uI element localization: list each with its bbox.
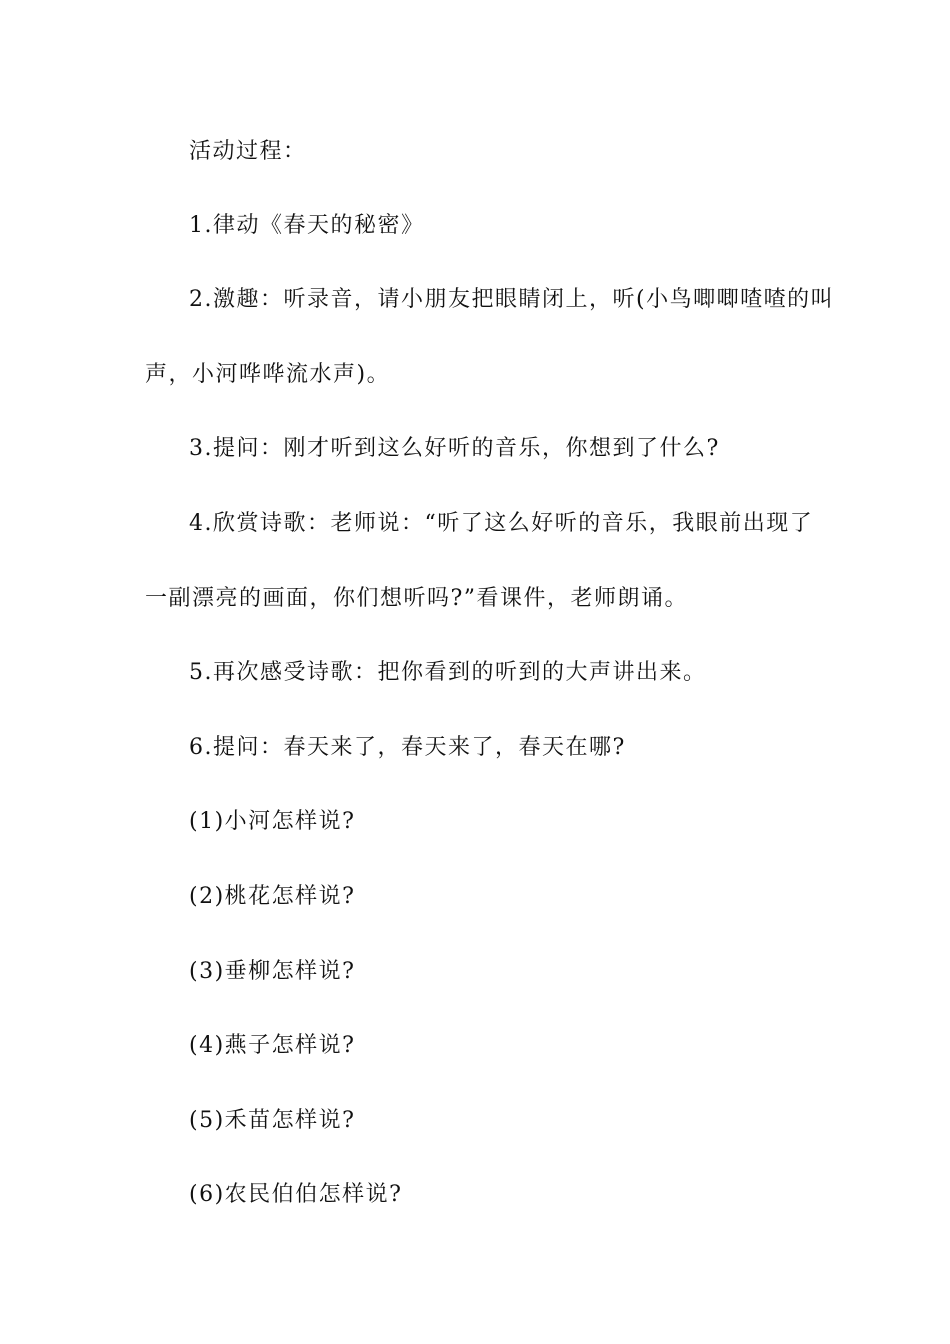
paragraph-4-line-1: 4.欣赏诗歌：老师说：“听了这么好听的音乐，我眼前出现了	[189, 511, 814, 536]
sub-item-3: (3)垂柳怎样说?	[189, 959, 356, 984]
sub-item-4: (4)燕子怎样说?	[189, 1033, 356, 1058]
paragraph-3: 3.提问：刚才听到这么好听的音乐，你想到了什么?	[189, 436, 720, 461]
sub-item-5: (5)禾苗怎样说?	[189, 1108, 356, 1133]
paragraph-4-line-2: 一副漂亮的画面，你们想听吗?”看课件，老师朗诵。	[145, 586, 689, 611]
paragraph-2-line-1: 2.激趣：听录音，请小朋友把眼睛闭上，听(小鸟唧唧喳喳的叫	[189, 287, 835, 312]
sub-item-1: (1)小河怎样说?	[189, 809, 356, 834]
paragraph-5: 5.再次感受诗歌：把你看到的听到的大声讲出来。	[189, 660, 707, 685]
section-heading: 活动过程：	[189, 139, 307, 164]
sub-item-6: (6)农民伯伯怎样说?	[189, 1182, 403, 1207]
paragraph-6: 6.提问：春天来了，春天来了，春天在哪?	[189, 735, 626, 760]
paragraph-2-line-2: 声，小河哗哗流水声)。	[145, 362, 391, 387]
sub-item-2: (2)桃花怎样说?	[189, 884, 356, 909]
paragraph-1: 1.律动《春天的秘密》	[189, 213, 425, 238]
